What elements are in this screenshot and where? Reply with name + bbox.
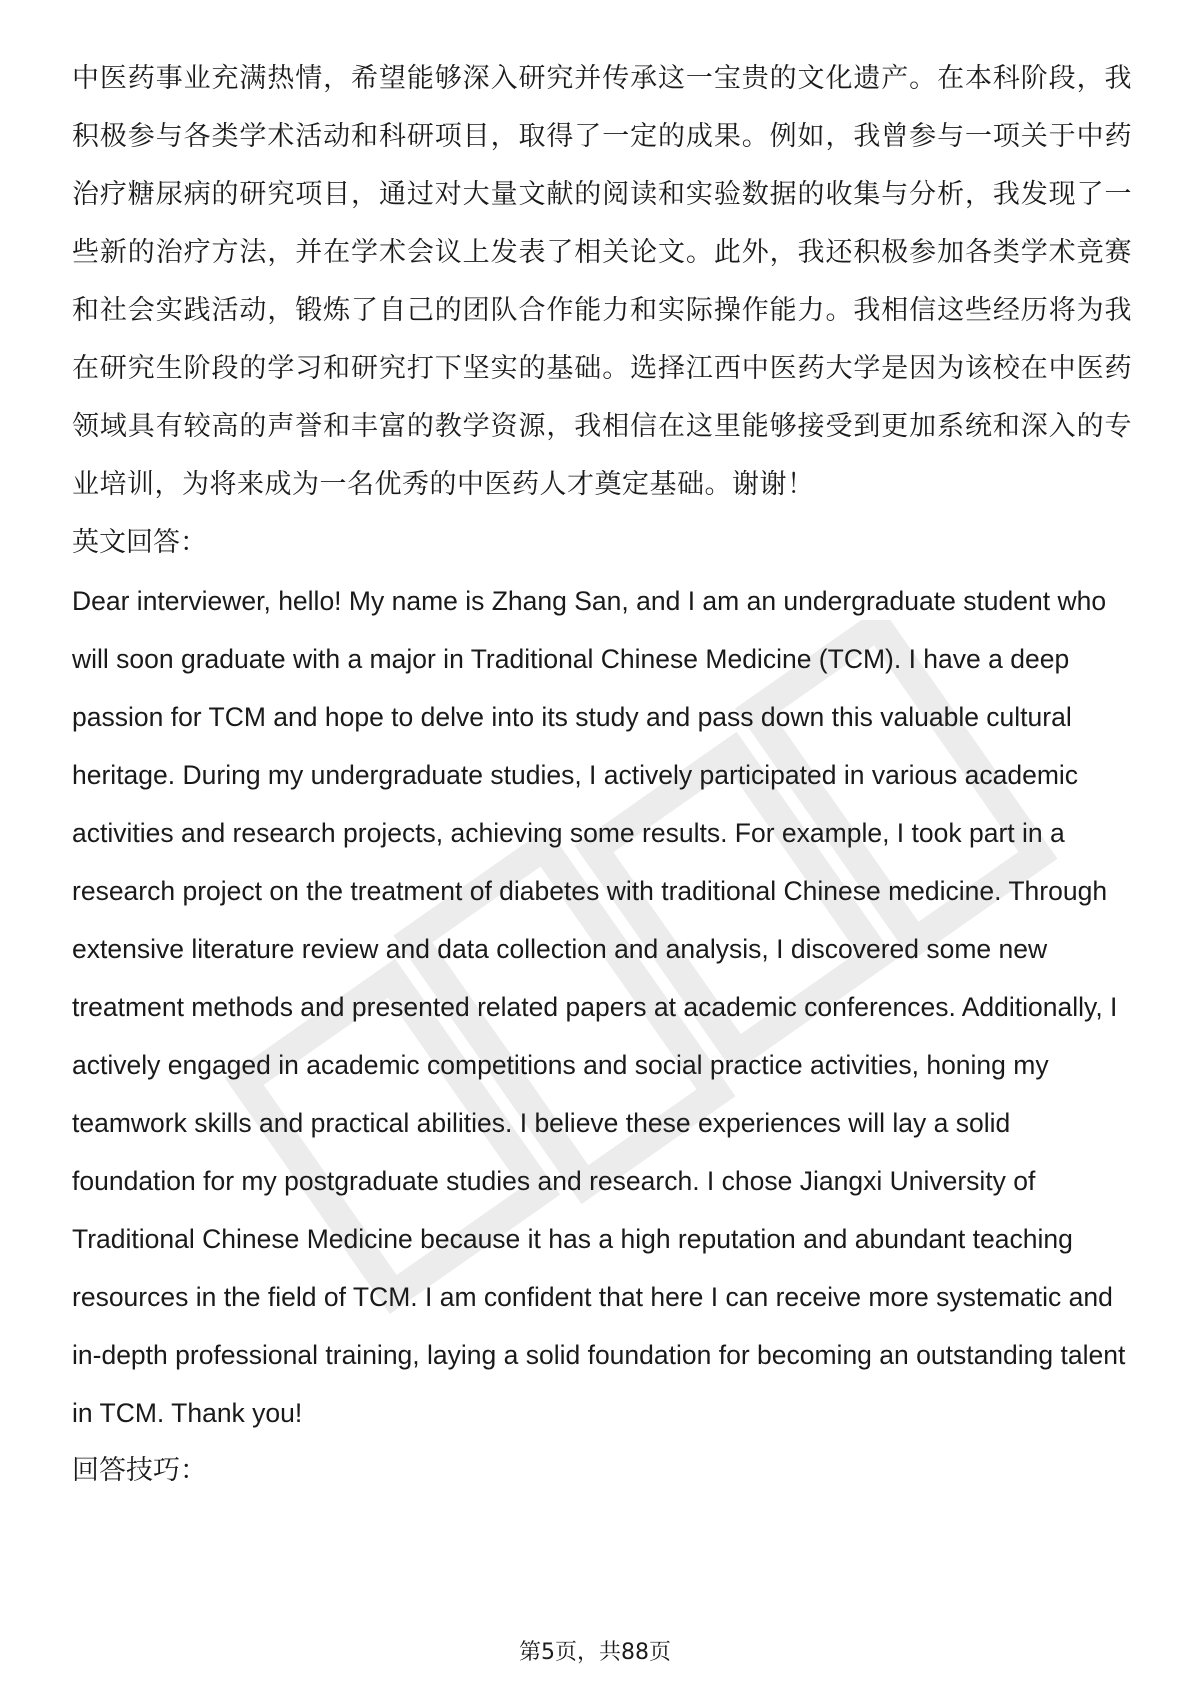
answer-tips-heading: 回答技巧： <box>72 1455 207 1486</box>
page-number: 第5页，共88页 <box>519 1640 671 1665</box>
chinese-answer-paragraph: 中医药事业充满热情，希望能够深入研究并传承这一宝贵的文化遗产。在本科阶段，我积极参与各类学术活动和科研项目，取得了一定的成果。例如，我曾参与一项关于中药治疗糖尿病的研究项目，通过对大量文献的阅读和实验数据的收集与分析，我发现了一些新的治疗方法，并在学术会议上发表了相关论文。此外，我还积极参加各类学术竞赛和社会实践活动，锻炼了自己的团队合作能力和实际操作能力。我相信这些经历将为我在研究生阶段的学习和研究打下坚实的基础。选择江西中医药大学是因为该校在中医药领域具有较高的声誉和丰富的教学资源，我相信在这里能够接受到更加系统和深入的专业培训，为将来成为一名优秀的中医药人才奠定基础。谢谢！ <box>72 63 1132 500</box>
english-answer-paragraph: Dear interviewer, hello! My name is Zhang San, and I am an undergraduate student who will soon graduate with a major in Traditional Chinese Medicine (TCM). I have a deep passion for TCM and hope to delve into its study and pass down this valuable cultural heritage. During my undergraduate studies, I actively participated in various academic activities and research projects, achieving some results. For example, I took part in a research project on the treatment of diabetes with traditional Chinese medicine. Through extensive literature review and data collection and analysis, I discovered some new treatment methods and presented related papers at academic conferences. Additionally, I actively engaged in academic competitions and social practice activities, honing my teamwork skills and practical abilities. I believe these experiences will lay a solid foundation for my postgraduate studies and research. I chose Jiangxi University of Traditional Chinese Medicine because it has a high reputation and abundant teaching resources in the field of TCM. I am confident that here I can receive more systematic and in-depth professional training, laying a solid foundation for becoming an outstanding talent in TCM. Thank you! <box>72 586 1126 1428</box>
document-body <box>72 50 1132 1500</box>
english-answer-heading: 英文回答： <box>72 527 207 558</box>
